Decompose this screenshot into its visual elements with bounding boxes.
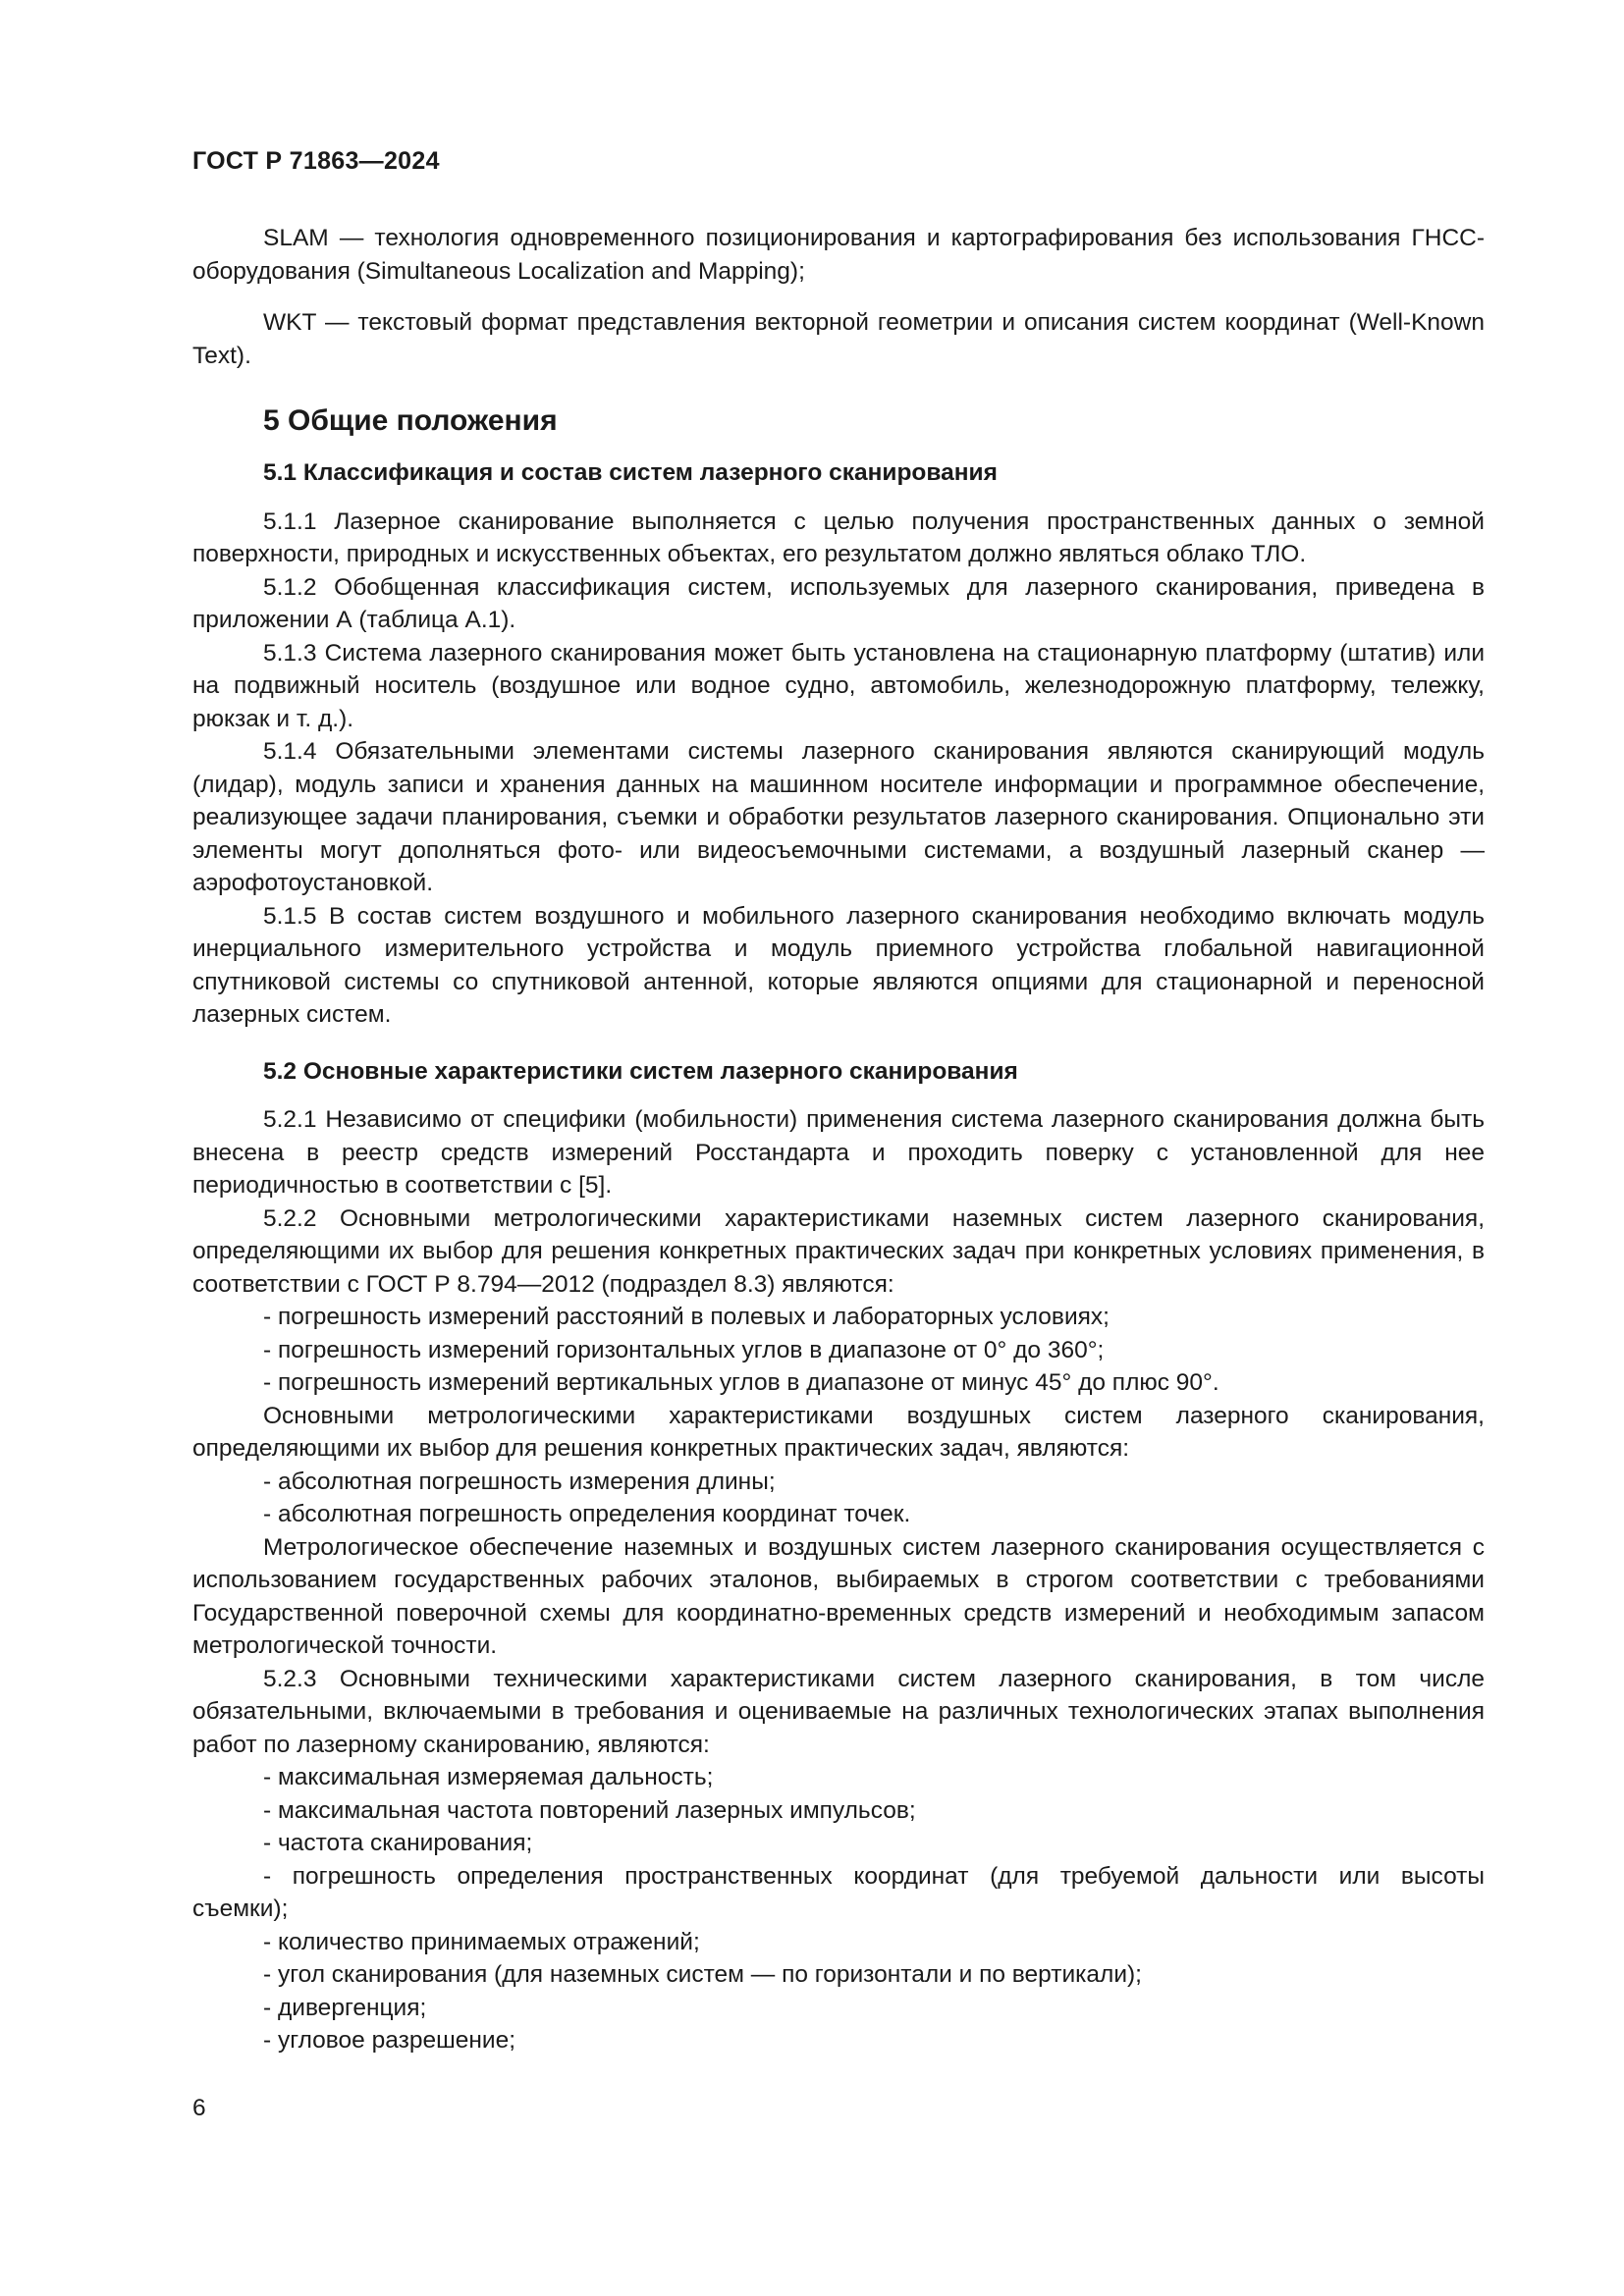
- document-code-header: ГОСТ Р 71863—2024: [192, 147, 440, 175]
- abbreviation-wkt: WKT — текстовый формат представления векторной геометрии и описания систем координат (Well-Known Text).: [192, 309, 1485, 369]
- subsection-title-5-1: 5.1 Классификация и состав систем лазерного сканирования: [263, 459, 998, 486]
- paragraph-5-2-1: 5.2.1 Независимо от специфики (мобильности) применения система лазерного сканирования должна быть внесена в реестр средств измерений Росстандарта и проходить поверку с установленной для нее периодичностью в соответствии с [5].: [192, 1106, 1485, 1199]
- list-item: - угловое разрешение;: [263, 2027, 515, 2054]
- list-item: - погрешность измерений горизонтальных углов в диапазоне от 0° до 360°;: [263, 1336, 1105, 1363]
- paragraph-5-2-3: 5.2.3 Основными техническими характеристиками систем лазерного сканирования, в том числе обязательными, включаемыми в требования и оцениваемые на различных технологических этапах выполнения работ по лазерному сканированию, являются:: [192, 1665, 1485, 1758]
- paragraph-5-2-2: 5.2.2 Основными метрологическими характеристиками наземных систем лазерного сканирования, определяющими их выбор для решения конкретных практических задач при конкретных условиях применения, в соответствии с ГОСТ Р 8.794—2012 (подраздел 8.3) являются:: [192, 1204, 1485, 1298]
- paragraph-air-metrology: Основными метрологическими характеристиками воздушных систем лазерного сканирования, определяющими их выбор для решения конкретных практических задач, являются:: [192, 1402, 1485, 1462]
- paragraph-5-1-5: 5.1.5 В состав систем воздушного и мобильного лазерного сканирования необходимо включать модуль инерциального измерительного устройства и модуль приемного устройства глобальной навигационной спутниковой системы со спутниковой антенной, которые являются опциями для стационарной и переносной лазерных систем.: [192, 902, 1485, 1028]
- paragraph-5-1-4: 5.1.4 Обязательными элементами системы лазерного сканирования являются сканирующий модуль (лидар), модуль записи и хранения данных на машинном носителе информации и программное обеспечение, реализующее задачи планирования, съемки и обработки результатов лазерного сканирования. Опционально эти элементы могут дополняться фото- или видеосъемочными системами, а воздушный лазерный сканер — аэрофотоустановкой.: [192, 738, 1485, 896]
- paragraph-5-1-3: 5.1.3 Система лазерного сканирования может быть установлена на стационарную платформу (штатив) или на подвижный носитель (воздушное или водное судно, автомобиль, железнодорожную платформу, тележку, рюкзак и т. д.).: [192, 639, 1485, 732]
- list-item: - количество принимаемых отражений;: [263, 1928, 700, 1955]
- list-item: - максимальная измеряемая дальность;: [263, 1764, 714, 1790]
- page-number: 6: [192, 2095, 206, 2121]
- list-item: - погрешность измерений расстояний в полевых и лабораторных условиях;: [263, 1304, 1110, 1330]
- paragraph-5-1-1: 5.1.1 Лазерное сканирование выполняется с целью получения пространственных данных о земной поверхности, природных и искусственных объектах, его результатом должно являться облако ТЛО.: [192, 507, 1485, 567]
- list-item: - абсолютная погрешность измерения длины;: [263, 1468, 776, 1495]
- list-item: - абсолютная погрешность определения координат точек.: [263, 1501, 911, 1527]
- abbreviation-slam: SLAM — технология одновременного позиционирования и картографирования без использования ГНСС-оборудования (Simultaneous Localization and Mapping);: [192, 225, 1485, 285]
- list-item: - угол сканирования (для наземных систем — по горизонтали и по вертикали);: [263, 1961, 1142, 1988]
- paragraph-metrology-support: Метрологическое обеспечение наземных и воздушных систем лазерного сканирования осуществляется с использованием государственных рабочих эталонов, выбираемых в строгом соответствии с требованиями Государственной поверочной схемы для координатно-временных средств измерений и необходимым запасом метрологической точности.: [192, 1533, 1485, 1659]
- paragraph-5-1-2: 5.1.2 Обобщенная классификация систем, используемых для лазерного сканирования, приведена в приложении А (таблица А.1).: [192, 573, 1485, 633]
- subsection-title-5-2: 5.2 Основные характеристики систем лазерного сканирования: [263, 1057, 1018, 1085]
- list-item: - дивергенция;: [263, 1994, 427, 2021]
- page-content: [192, 222, 1485, 2057]
- list-item: - максимальная частота повторений лазерных импульсов;: [263, 1796, 916, 1824]
- list-item-wrapped: - погрешность определения пространственных координат (для требуемой дальности или высоты: [263, 1862, 1485, 1890]
- list-item-continuation: съемки);: [192, 1896, 289, 1922]
- list-item: - погрешность измерений вертикальных углов в диапазоне от минус 45° до плюс 90°.: [263, 1369, 1219, 1396]
- section-title: 5 Общие положения: [263, 404, 558, 437]
- list-item: - частота сканирования;: [263, 1830, 533, 1856]
